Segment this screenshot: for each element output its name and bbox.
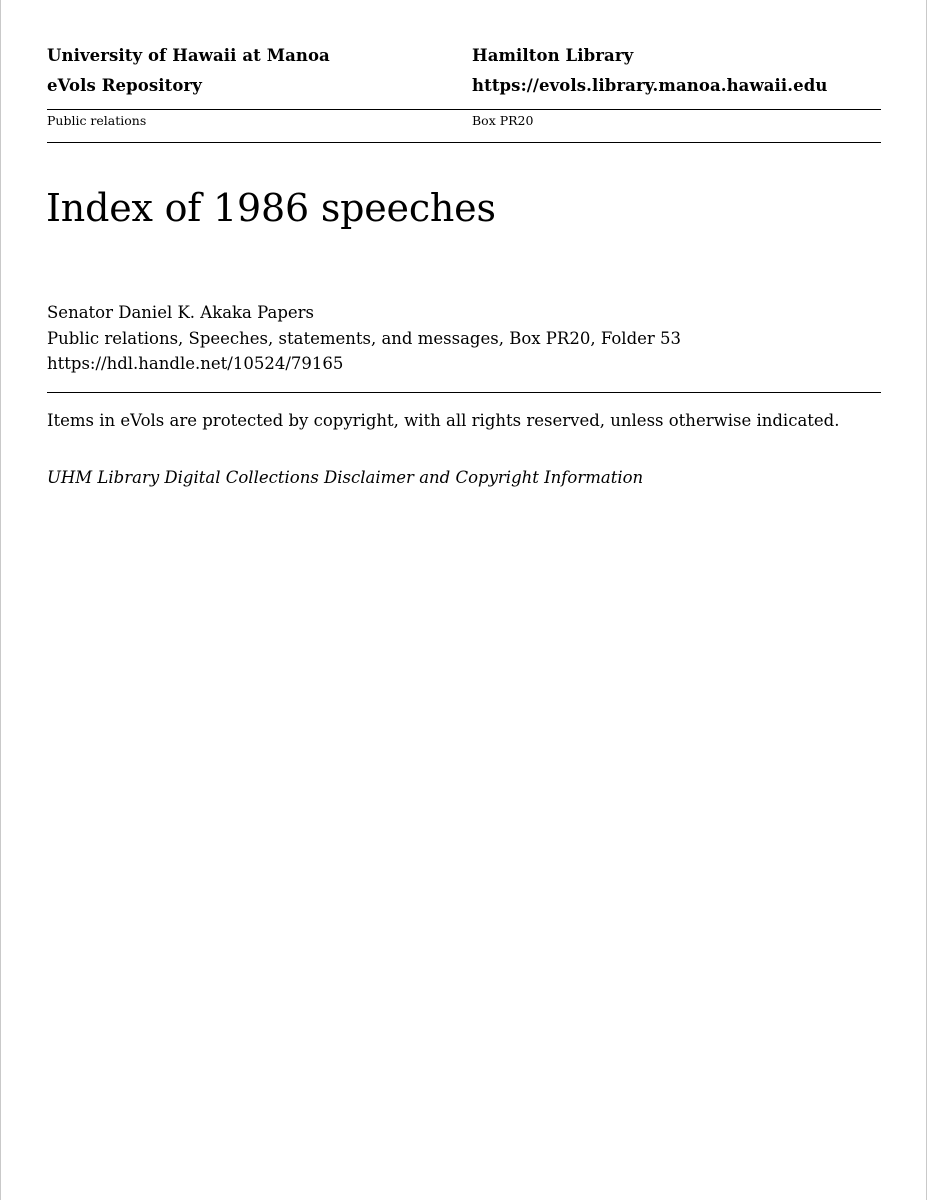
collection-series-label: Public relations xyxy=(47,113,147,128)
header-divider-bottom xyxy=(47,142,881,143)
disclaimer-link[interactable]: UHM Library Digital Collections Disclaimer and Copyright Information xyxy=(47,468,644,487)
rights-divider xyxy=(47,392,881,393)
rights-statement: Items in eVols are protected by copyright, with all rights reserved, unless otherwise indicated. xyxy=(47,411,840,430)
institution-name: University of Hawaii at Manoa xyxy=(47,46,330,65)
collection-name: Senator Daniel K. Akaka Papers xyxy=(47,303,315,322)
page-title: Index of 1986 speeches xyxy=(46,186,496,230)
repository-name: eVols Repository xyxy=(47,76,202,95)
header-row-series xyxy=(47,110,881,139)
folder-location: Public relations, Speeches, statements, and messages, Box PR20, Folder 53 xyxy=(47,328,682,348)
document-metadata xyxy=(47,300,881,377)
page-header xyxy=(47,46,881,143)
handle-url[interactable]: https://hdl.handle.net/10524/79165 xyxy=(47,354,344,373)
box-label: Box PR20 xyxy=(472,113,534,128)
header-row-secondary xyxy=(47,76,881,106)
library-name: Hamilton Library xyxy=(472,46,634,65)
repository-url[interactable]: https://evols.library.manoa.hawaii.edu xyxy=(472,76,828,95)
header-row-primary xyxy=(47,46,881,76)
